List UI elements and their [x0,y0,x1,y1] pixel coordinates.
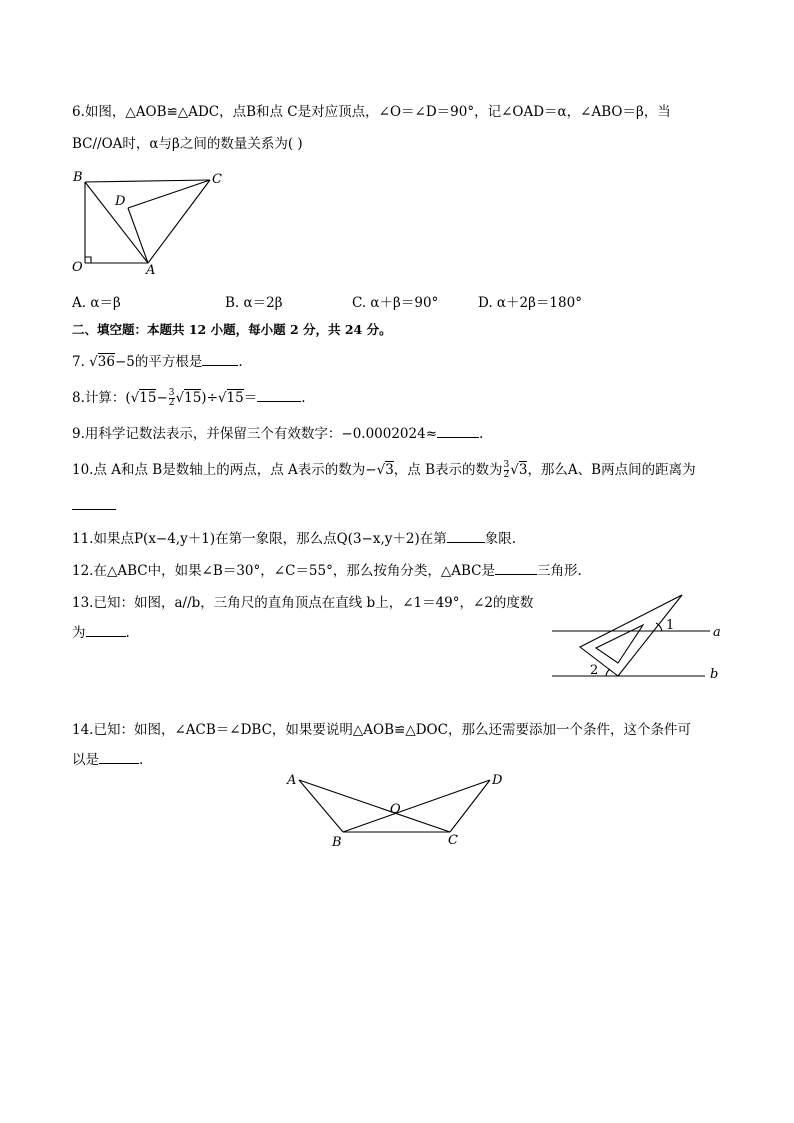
q6-label-d: D [115,194,126,209]
q11: 11.如果点P(x−4,y＋1)在第一象限，那么点Q(3−x,y＋2)在第 象限. [72,531,517,547]
q6-figure [70,170,230,280]
q10-answer-blank [72,497,116,515]
q14-line1: 14.已知：如图，∠ACB＝∠DBC，如果要说明△AOB≌△DOC，那么还需要添加一个条件，这个条件可 [72,722,691,738]
q14-label-d: D [492,773,503,788]
q13-figure [550,590,730,690]
q14-figure [285,770,515,850]
q6-label-o: O [72,260,83,275]
q6-option-c: C. α＋β＝90° [352,295,439,311]
q13-line1: 13.已知：如图，a//b，三角尺的直角顶点在直线 b上，∠1＝49°，∠2的度数 [72,595,534,611]
q6-option-b: B. α＝2β [225,295,283,311]
q14-line2: 以是 . [72,752,144,768]
q6-option-d: D. α＋2β＝180° [478,295,582,311]
q14-label-b: B [332,835,342,850]
q6-label-a: A [146,263,156,278]
q14-label-o: O [390,802,401,817]
q6-line1: 6.如图，△AOB≌△ADC，点B和点 C是对应顶点，∠O＝∠D＝90°，记∠OAD＝α，∠ABO＝β，当 [72,104,671,120]
q6-line2: BC//OA时，α与β之间的数量关系为( ) [72,136,303,152]
q6-option-a: A. α＝β [72,295,121,311]
q6-label-b: B [73,170,83,185]
q13-label-2: 2 [590,663,599,678]
section-heading: 二、填空题：本题共 12 小题，每小题 2 分，共 24 分。 [72,322,392,337]
q13-label-a: a [713,625,721,640]
q7: 7. √36−5的平方根是 . [72,354,243,370]
q9: 9.用科学记数法表示，并保留三个有效数字：−0.0002024≈ . [72,426,484,442]
q13-label-1: 1 [666,618,675,633]
q13-label-b: b [710,667,719,682]
q14-label-c: C [448,833,458,848]
q13-line2: 为 . [72,625,130,641]
q12: 12.在△ABC中，如果∠B＝30°，∠C＝55°，那么按角分类，△ABC是 三角形. [72,563,582,579]
q10: 10.点 A和点 B是数轴上的两点，点 A表示的数为−√3，点 B表示的数为 $\frac{3}{2}$ √3，那么A、B两点间的距离为 [72,460,696,480]
q8: 8.计算：(√15− $\frac{3}{2}$ √15)÷√15＝ . [72,388,306,408]
q6-label-c: C [212,172,222,187]
q14-label-a: A [287,773,297,788]
